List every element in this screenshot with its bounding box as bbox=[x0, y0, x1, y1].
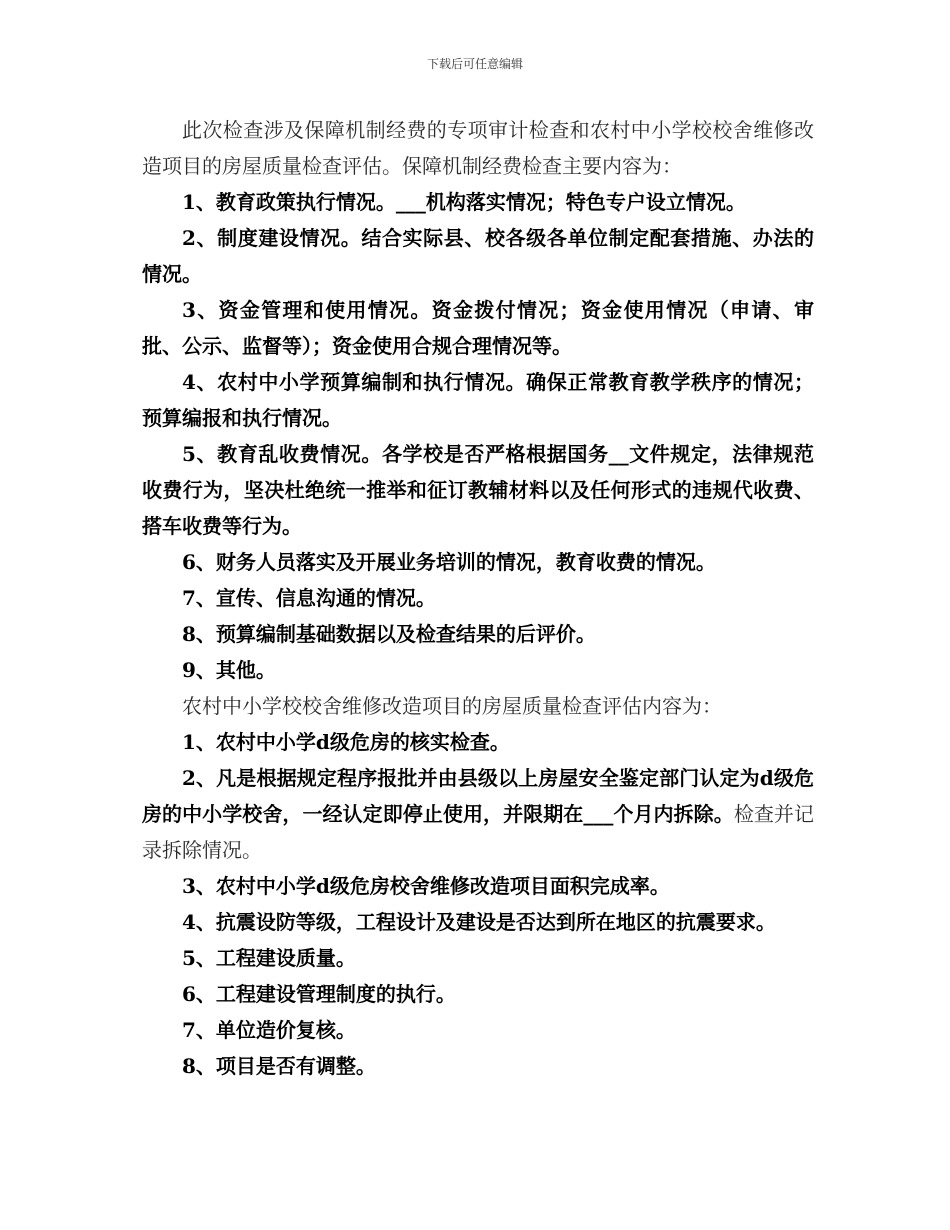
section1-item: 2、制度建设情况。结合实际县、校各级各单位制定配套措施、办法的情况。 bbox=[142, 226, 814, 286]
section2-item: 5、工程建设质量。 bbox=[182, 946, 356, 970]
section2-item-2-tail: 检查并记录拆除情况。 bbox=[142, 802, 814, 862]
section1-item: 3、资金管理和使用情况。资金拨付情况；资金使用情况（申请、审批、公示、监督等）；资金使用合规合理情况等。 bbox=[142, 298, 814, 358]
section1-item: 1、教育政策执行情况。___机构落实情况；特色专户设立情况。 bbox=[182, 190, 746, 214]
section2-item: 4、抗震设防等级，工程设计及建设是否达到所在地区的抗震要求。 bbox=[182, 910, 776, 934]
section2-item: 7、单位造价复核。 bbox=[182, 1018, 356, 1042]
section2-intro: 农村中小学校校舍维修改造项目的房屋质量检查评估内容为： bbox=[182, 694, 722, 718]
section1-item: 5、教育乱收费情况。各学校是否严格根据国务__文件规定，法律规范收费行为，坚决杜绝统一推举和征订教辅材料以及任何形式的违规代收费、搭车收费等行为。 bbox=[142, 442, 814, 538]
section2-item: 3、农村中小学d级危房校舍维修改造项目面积完成率。 bbox=[182, 874, 670, 898]
section2-item: 8、项目是否有调整。 bbox=[182, 1054, 376, 1078]
section2-item: 6、工程建设管理制度的执行。 bbox=[182, 982, 456, 1006]
document-body bbox=[142, 112, 814, 1084]
section2-item-2-main: 2、凡是根据规定程序报批并由县级以上房屋安全鉴定部门认定为d级危房的中小学校舍，一经认定即停止使用，并限期在___个月内拆除。 bbox=[142, 766, 814, 826]
intro-paragraph: 此次检查涉及保障机制经费的专项审计检查和农村中小学校校舍维修改造项目的房屋质量检查评估。保障机制经费检查主要内容为： bbox=[142, 118, 814, 178]
section1-item: 7、宣传、信息沟通的情况。 bbox=[182, 586, 436, 610]
section1-item: 9、其他。 bbox=[182, 658, 276, 682]
section2-item-2 bbox=[142, 760, 814, 868]
page-header: 下载后可任意编辑 bbox=[426, 57, 523, 71]
section2-item: 1、农村中小学d级危房的核实检查。 bbox=[182, 730, 510, 754]
section1-item: 4、农村中小学预算编制和执行情况。确保正常教育教学秩序的情况；预算编报和执行情况。 bbox=[142, 370, 814, 430]
section1-item: 6、财务人员落实及开展业务培训的情况，教育收费的情况。 bbox=[182, 550, 716, 574]
section1-item: 8、预算编制基础数据以及检查结果的后评价。 bbox=[182, 622, 596, 646]
